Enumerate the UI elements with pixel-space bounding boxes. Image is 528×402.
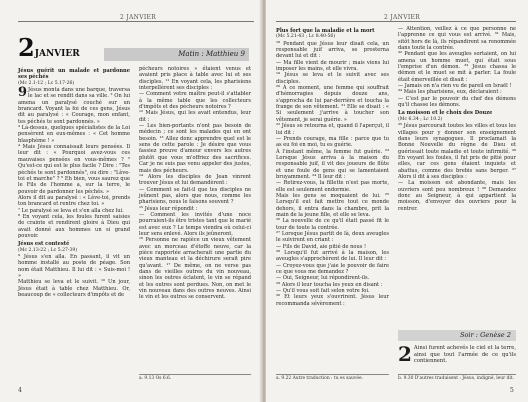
verse-paragraph: — C'est par le pouvoir du chef des démons qu'il chasse les démons. [398, 95, 516, 109]
verse-paragraph: ¹⁴ Alors les disciples de Jean vinrent trouver Jésus et lui demandèrent : [139, 173, 251, 187]
page-number: 4 [18, 387, 22, 394]
verse-paragraph: ¹² Mais Jésus, qui les avait entendus, leur dit : [139, 110, 251, 123]
evening-reading-label: Soir : Genèse 2 [398, 330, 516, 341]
verse-paragraph: — Comment les invités d'une noce pourraient-ils être tristes tant que le marié est avec eux ? Le temps viendra où celui-ci leur sera enlevé. Alors ils jeûneront. [139, 211, 251, 237]
verse-paragraph: ²⁰ À ce moment, une femme qui souffrait d'hémorragies depuis douze ans, s'approcha de lui par-derrière et toucha la frange de son vêtement. ²¹ Elle se disait : « Si seulement j'arrive à toucher son vêtement, je serai guérie. » [276, 85, 389, 123]
section-heading: La moisson et le choix des Douze [398, 110, 493, 117]
verse-paragraph: ³⁵ Jésus parcourait toutes les villes et tous les villages pour y donner son enseignement dans leurs synagogues. Il proclamait la Bonne Nouvelle du règne de Dieu et guérissait toute maladie et toute infirmité. ³⁶ En voyant les foules, il fut pris de pitié pour elles, car ces gens étaient inquiets et abattus, comme des brebis sans berger. ³⁷ Alors il dit à ses disciples : [398, 123, 516, 180]
section-heading: Jésus est contesté [18, 241, 70, 248]
verse-paragraph: ²² Jésus se retourna et, quand il l'aperçut, il lui dit : [276, 123, 389, 136]
verse-paragraph: — Comment votre maître peut-il s'attabler à la même table que les collecteurs d'impôts et des pécheurs notoires ? [139, 91, 251, 111]
header-rule [18, 21, 254, 22]
verse-paragraph: ³⁴ Mais les pharisiens, eux, déclaraient : [398, 89, 502, 96]
month-label: JANVIER [34, 49, 80, 59]
verse-paragraph: ³² Pendant que les aveugles sortaient, on lui amena un homme muet, qui était sous l'emprise d'un démon. ³³ Jésus chassa le démon et le muet se mit à parler. La foule était émerveillée et disait : [398, 51, 516, 83]
verse-paragraph: ²⁷ Lorsque Jésus partit de là, deux aveugles le suivirent en criant : [276, 231, 389, 244]
cross-reference: (Mc 2.1-12 ; Lc 5.17-26) [18, 80, 75, 86]
verse-paragraph: ¹⁶ Personne ne rapièce un vieux vêtement avec un morceau d'étoffe neuve, car la pièce rapportée arracherait une partie du vieux manteau et la déchirure serait pire qu'avant. ¹⁷ De même, on ne verse pas dans de vieilles outres du vin nouveau, sinon les outres éclatent, le vin se répand et les outres sont perdues. Non, on met le vin nouveau dans des outres neuves. Ainsi le vin et les outres se conservent. [139, 237, 251, 301]
verse-paragraph: ⁴ Mais Jésus connaissait leurs pensées. Il leur dit : « Pourquoi avez-vous ces mauvaises pensées en vous-mêmes ? ⁵ Qu'est-ce qui est le plus facile ? Dire : "Tes péchés te sont pardonnés", ou dire : "Lève-toi et marche" ? ⁶ Eh bien, vous saurez que le Fils de l'homme a, sur la terre, le pouvoir de pardonner les péchés. » [18, 144, 130, 195]
verse-paragraph: pécheurs notoires » étaient venus et avaient pris place à table avec lui et ses disciples. ¹¹ En voyant cela, les pharisiens interpellèrent ses disciples : [139, 66, 251, 92]
footnote: b. 9.30 D'autres traduisent : Jésus, indigné, leur dit. [398, 374, 516, 381]
verse-paragraph: — Qu'il vous soit fait selon votre foi. [276, 288, 370, 295]
verse-paragraph: Matthieu se leva et le suivit. ¹⁰ Un jour, Jésus était à table chez Matthieu. Or, beaucoup de « collecteurs d'impôts et de [18, 279, 130, 299]
verse-paragraph: — Retirez-vous, la fillette n'est pas morte, elle est seulement endormie. [276, 180, 389, 193]
verse-paragraph: ⁸ En voyant cela, les foules furent saisies de crainte et rendirent gloire à Dieu qui avait donné aux hommes un si grand pouvoir. [18, 213, 130, 239]
verse-paragraph: — La moisson est abondante, mais les ouvriers sont peu nombreux ! ³⁸ Demandez donc au Seigneur, à qui appartient la moisson, d'envoyer des ouvriers pour la rentrer. [398, 180, 516, 212]
verse-paragraph: ²⁶ La nouvelle de ce qu'il était passé fit le tour de toute la contrée. [276, 218, 389, 231]
verse-paragraph: ¹⁵ Jésus leur répondit : [139, 205, 198, 212]
section-heading: Plus fort que la maladie et la mort [276, 28, 375, 34]
verse-paragraph: Mais les gens se moquaient de lui. ²⁵ Lorsqu'il eut fait mettre tout ce monde dehors, il entra dans la chambre, prit la main de la jeune fille, et elle se leva. [276, 192, 389, 218]
right-column-2 [398, 26, 516, 212]
left-column-1 [18, 66, 130, 298]
verse-paragraph: ¹⁸ Pendant que Jésus leur disait cela, un responsable juif arriva, se prosterna devant lui et dit : [276, 40, 389, 60]
genesis-passage [398, 342, 516, 366]
verse-paragraph: Alors il dit au paralysé : « Lève-toi, prends ton brancard et rentre chez toi. » [18, 194, 130, 208]
verse-paragraph: ¹⁹ Jésus se leva et le suivit avec ses disciples. [276, 72, 389, 85]
verse-paragraph: ²⁹ Alors il leur toucha les yeux en disant : [276, 281, 383, 288]
footnote: a. 9.13 Os 6.6. [139, 374, 251, 381]
verse-paragraph: — Prends courage, ma fille : parce que tu as eu foi en moi, tu es guérie. [276, 135, 389, 149]
day-number: 2 [18, 33, 35, 62]
verse-paragraph: — Croyez-vous que j'aie le pouvoir de faire ce que vous me demandez ? [276, 262, 389, 276]
right-page [266, 0, 528, 402]
genesis-text: Ainsi furent achevés le ciel et la terre, ainsi que tout l'armée de ce qu'ils contiennent. [413, 345, 516, 364]
running-head: 2 JANVIER [120, 14, 157, 21]
verse-paragraph: — Ma fille vient de mourir ; mais viens lui imposer les mains, et elle vivra. [276, 59, 389, 73]
running-head: 2 JANVIER [384, 14, 421, 21]
footnote: a. 9.22 Autre traduction : tu es sauvée. [276, 374, 389, 381]
cross-reference: (Mc 2.13-22 ; Lc 5.27-39) [18, 247, 78, 253]
verse-text: Jésus monta dans une barque, traversa le lac et se rendit dans sa ville. ² On lui amena un paralysé couché sur un brancard. Voyant la foi de ces gens, Jésus dit au paralysé : « Courage, mon enfant, tes péchés te sont pardonnés. » [18, 87, 130, 125]
verse-paragraph: — Comment se fait-il que tes disciples ne jeûnent pas, alors que nous, comme les pharisiens, nous le faisons souvent ? [139, 186, 251, 206]
left-column-2 [139, 66, 251, 301]
left-page [0, 0, 262, 402]
cross-reference: (Mc 5.21-43 ; Lc 8.40-56) [276, 34, 336, 40]
verse-paragraph: À l'instant même, la femme fut guérie. ²³ Lorsque Jésus arriva à la maison du responsable juif, il vit des joueurs de flûte et une foule de gens qui se lamentaient bruyamment. ²⁴ Il leur dit : [276, 148, 389, 180]
verse-paragraph: ⁷ Le paralysé se leva et s'en alla chez lui. [18, 207, 124, 214]
verse-paragraph: — Attention, veillez à ce que personne ne l'apprenne ce qui vous est arrivé. ³¹ Mais, sitôt hors de là, ils répandirent sa renommée dans toute la contrée. [398, 26, 516, 52]
verse-paragraph [18, 87, 130, 125]
verse-paragraph: ³ Là-dessus, quelques spécialistes de la Loi pensèrent en eux-mêmes : « Cet homme blasphème ! » [18, 125, 130, 144]
verse-paragraph: ³⁰ Et leurs yeux s'ouvrirent. Jésus leur recommanda sévèrement : [276, 294, 389, 307]
verse-paragraph: ⁹ Jésus s'en alla. En passant, il vit un homme installé au poste de péage. Son nom était Matthieu. Il lui dit : « Suis-moi ! » [18, 253, 130, 279]
chapter-number: 9 [18, 85, 28, 101]
cross-reference: (Mc 6.34 ; Lc 10.2) [398, 116, 443, 122]
verse-paragraph: — Oui, Seigneur, lui répondirent-ils. [276, 275, 370, 282]
day-heading [18, 33, 80, 62]
verse-paragraph: ²⁸ Lorsqu'il fut arrivé à la maison, les aveugles s'approchèrent de lui. Il leur dit : [276, 250, 389, 263]
section-heading: Jésus guérit un malade et pardonne ses péchés [18, 68, 130, 81]
morning-reading-label: Matin : Matthieu 9 [104, 48, 249, 61]
chapter-number: 2 [398, 342, 412, 366]
verse-paragraph: — Les bien-portants n'ont pas besoin de médecin ; ce sont les malades qui en ont besoin. ¹³ Allez donc apprendre quel est le sens de cette parole : Je désire que vous fassiez preuve d'amour envers les autres plutôt que vous m'offriez des sacrifices. Car je ne suis pas venu appeler des justes, mais des pécheurs. [139, 123, 251, 174]
verse-paragraph: — Fils de David, aie pitié de nous ! [276, 243, 367, 250]
verse-paragraph: — Jamais on n'a rien vu de pareil en Israël ! [398, 83, 512, 90]
page-number: 5 [510, 387, 514, 394]
right-column-1 [276, 26, 389, 307]
header-rule [276, 21, 516, 22]
